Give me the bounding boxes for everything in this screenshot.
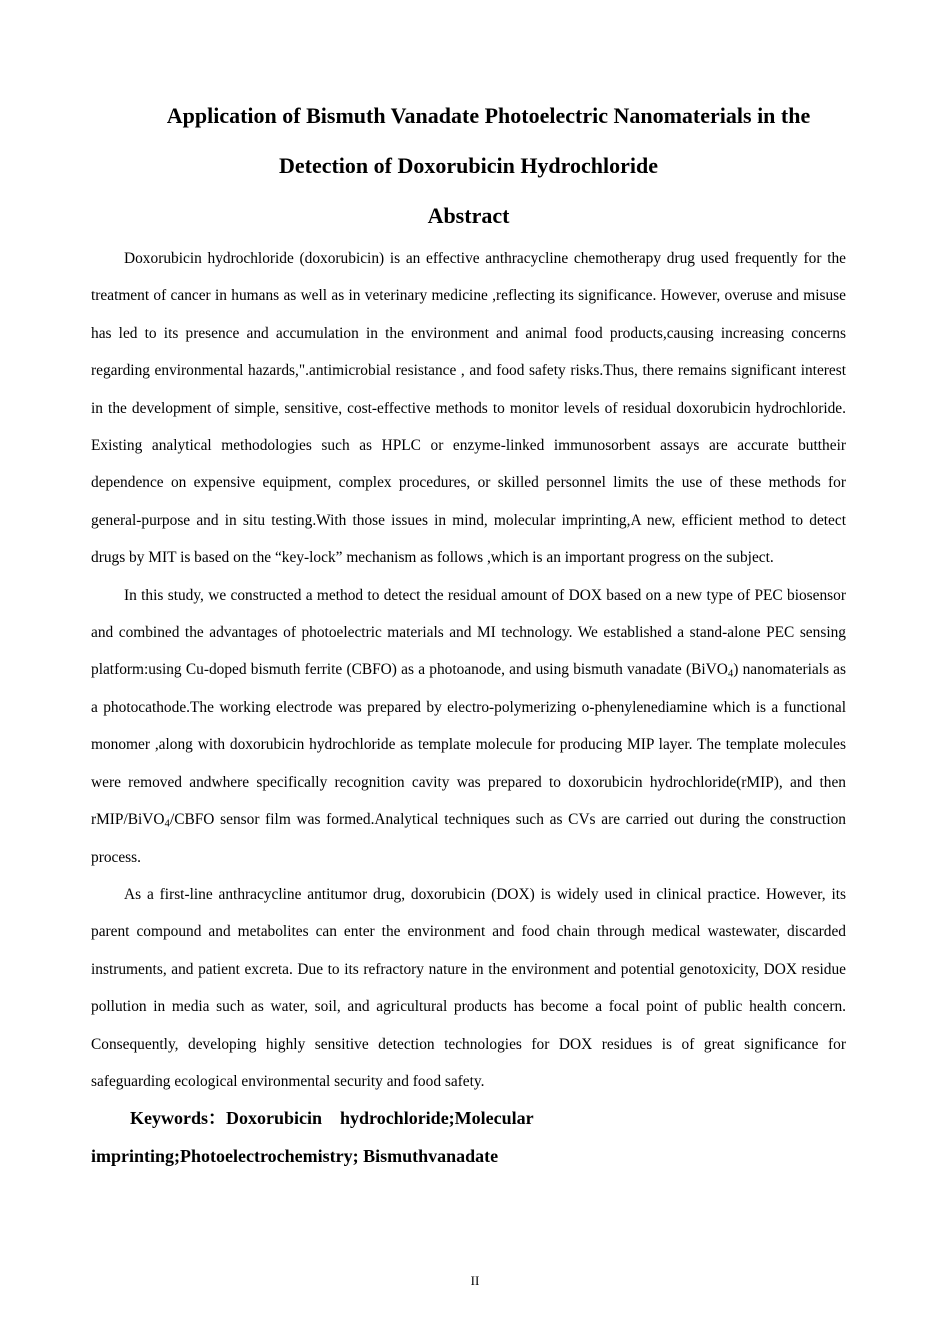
abstract-heading: Abstract xyxy=(427,203,510,228)
keywords-line-1: Keywords：Doxorubicin hydrochloride;Molecular xyxy=(130,1108,534,1129)
keywords-line-2: imprinting;Photoelectrochemistry; Bismuthvanadate xyxy=(91,1145,499,1166)
abstract-paragraph-1: Doxorubicin hydrochloride (doxorubicin) is an effective anthracycline chemotherapy drug used frequently for the treatment of cancer in humans as well as in veterinary medicine ,reflecting its significance. However, overuse and misuse has led to its presence and accumulation in the environment and animal food products,causing increasing concerns regarding environmental hazards,".antimicrobial resistance , and food safety risks.Thus, there remains significant interest in the development of simple, sensitive, cost-effective methods to monitor levels of residual doxorubicin hydrochloride. Existing analytical methodologies such as HPLC or enzyme-linked immunosorbent assays are accurate buttheir dependence on expensive equipment, complex procedures, or skilled personnel limits the use of these methods for general-purpose and in situ testing.With those issues in mind, molecular imprinting,A new, efficient method to detect drugs by MIT is based on the “key-lock” mechanism as follows ,which is an important progress on the subject. xyxy=(91,250,846,567)
paragraph-2-text-3: /CBFO sensor film was formed.Analytical techniques such as CVs are carried out during the construction process. xyxy=(91,811,846,866)
abstract-paragraph-2 xyxy=(91,577,846,876)
subscript-4: 4 xyxy=(727,668,734,681)
paragraph-2-text-1: In this study, we constructed a method to detect the residual amount of DOX based on a new type of PEC biosensor and combined the advantages of photoelectric materials and MI technology. We established a stand-alone PEC sensing platform:using Cu-doped bismuth ferrite (CBFO) as a photoanode, and using bismuth vanadate (BiVO xyxy=(91,586,846,679)
abstract-paragraph-3: As a first-line anthracycline antitumor drug, doxorubicin (DOX) is widely used in clinical practice. However, its parent compound and metabolites can enter the environment and food chain through medical wastewater, discarded instruments, and patient excreta. Due to its refractory nature in the environment and potential genotoxicity, DOX residue pollution in media such as water, soil, and agricultural products has become a focal point of public health concern. Consequently, developing highly sensitive detection technologies for DOX residues is of great significance for safeguarding ecological environmental security and food safety. xyxy=(91,885,846,1090)
paragraph-2-text-2: ) nanomaterials as a photocathode.The working electrode was prepared by electro-polymerizing o-phenylenediamine which is a functional monomer ,along with doxorubicin hydrochloride as template molecule for producing MIP layer. The template molecules were removed andwhere specifically recognition cavity was prepared to doxorubicin hydrochloride(rMIP), and then rMIP/BiVO xyxy=(91,661,846,829)
subscript-4: 4 xyxy=(164,817,170,830)
page-number: II xyxy=(470,1273,480,1288)
title-line-1: Application of Bismuth Vanadate Photoelectric Nanomaterials in the xyxy=(166,103,811,128)
abstract-body xyxy=(91,240,846,1175)
title-line-2: Detection of Doxorubicin Hydrochloride xyxy=(278,153,659,178)
